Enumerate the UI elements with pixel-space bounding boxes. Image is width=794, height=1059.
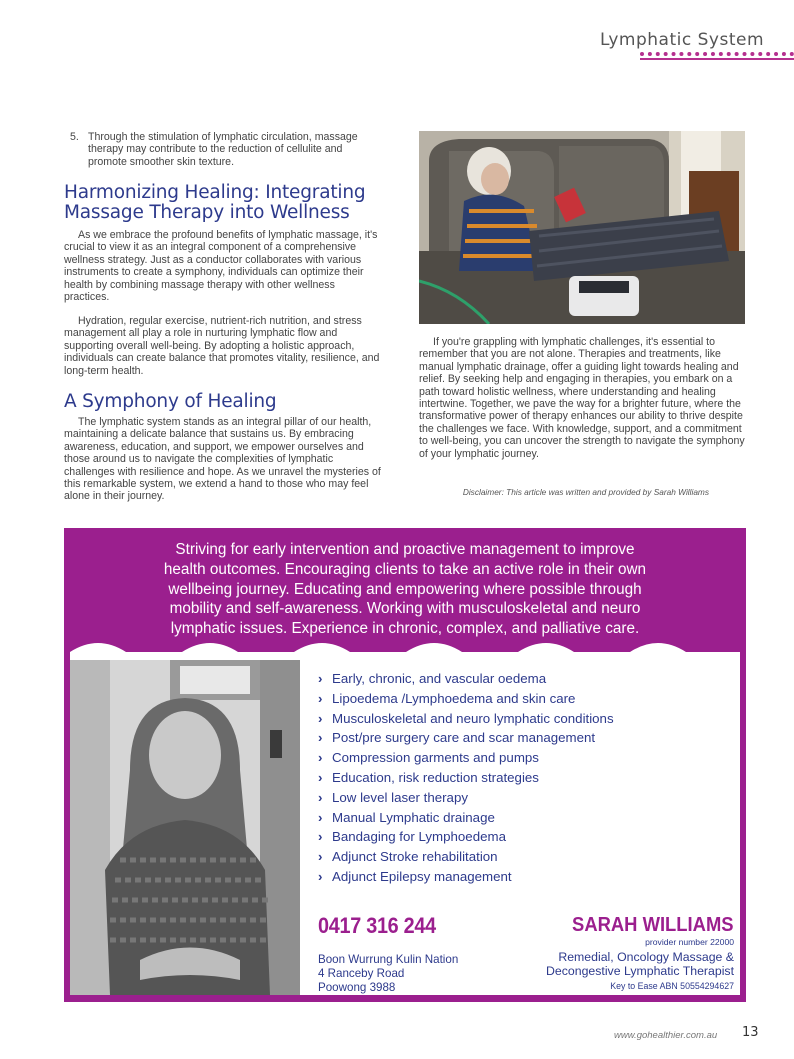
service-label: Low level laser therapy	[332, 789, 468, 805]
ad-blurb-line: mobility and self-awareness. Working with musculoskeletal and neuro	[169, 600, 641, 618]
chevron-right-icon: ›	[318, 849, 323, 865]
heading-symphony-of-healing: A Symphony of Healing	[64, 391, 277, 412]
service-label: Lipoedema /Lymphoedema and skin care	[332, 690, 576, 706]
page-number: 13	[742, 1025, 759, 1040]
address	[318, 953, 458, 994]
service-label: Post/pre surgery care and scar management	[332, 730, 596, 746]
service-label: Bandaging for Lymphoedema	[332, 829, 506, 845]
chevron-right-icon: ›	[318, 868, 323, 884]
paragraph: If you're grappling with lymphatic challenges, it's essential to remember that you are not alone. Therapies and treatments, like manual lymphatic drainage, offer a guiding light towards healing and relief. By seeking help and engaging in therapies, you embark on a path toward holistic wellness, where understanding and healing intertwine. Together, we pave the way for a brighter future, where the transformative power of therapy enhances our ability to thrive despite the challenges we face. With knowledge, support, and a commitment to well-being, you can uncover the strength to navigate the symphony of your lymphatic journey.	[419, 336, 745, 460]
address-line: Poowong 3988	[318, 980, 396, 994]
section-rule	[640, 58, 794, 60]
chevron-right-icon: ›	[318, 710, 323, 726]
ad-blurb-line: Striving for early intervention and proactive management to improve	[175, 541, 635, 558]
chevron-right-icon: ›	[318, 829, 323, 845]
service-item	[318, 768, 614, 788]
phone-number[interactable]: 0417 316 244	[318, 913, 436, 938]
paragraph: The lymphatic system stands as an integral pillar of our health, maintaining a delicate balance that sustains us. By embracing awareness, education, and support, we empower ourselves and those around us to navigate the complexities of lymphatic challenges with resilience and hope. As we unravel the mysteries of this remarkable system, we extend a hand to those who may feel alone in their journey.	[64, 416, 381, 503]
service-label: Education, risk reduction strategies	[332, 769, 539, 785]
service-label: Manual Lymphatic drainage	[332, 809, 495, 825]
service-item	[318, 709, 614, 729]
ad-blurb-line: lymphatic issues. Experience in chronic, complex, and palliative care.	[170, 620, 640, 638]
service-item	[318, 847, 614, 867]
chevron-right-icon: ›	[318, 769, 323, 785]
heading-line: Harmonizing Healing: Integrating	[64, 182, 366, 203]
practitioner-name: SARAH WILLIAMS	[572, 914, 734, 936]
list-item-text: Through the stimulation of lymphatic circulation, massage therapy may contribute to the reduction of cellulite and promote smoother skin texture.	[88, 131, 358, 168]
abn: Key to Ease ABN 50554294627	[610, 981, 734, 991]
footer-url[interactable]: www.gohealthier.com.au	[614, 1030, 718, 1041]
service-item	[318, 689, 614, 709]
provider-number: provider number 22000	[645, 937, 734, 947]
heading-harmonizing-healing	[64, 183, 384, 223]
chevron-right-icon: ›	[318, 750, 323, 766]
photo-woman-compression-pump	[419, 131, 745, 324]
service-item	[318, 728, 614, 748]
disclaimer: Disclaimer: This article was written and provided by Sarah Williams	[462, 487, 709, 497]
service-item	[318, 827, 614, 847]
address-line: Boon Wurrung Kulin Nation	[318, 953, 459, 966]
service-item	[318, 867, 614, 887]
service-label: Early, chronic, and vascular oedema	[332, 671, 547, 686]
chevron-right-icon: ›	[318, 789, 323, 805]
ad-blurb-line: health outcomes. Encouraging clients to take an active role in their own	[163, 560, 647, 578]
section-title: Lymphatic System	[599, 30, 764, 50]
role-line: Decongestive Lymphatic Therapist	[546, 964, 734, 978]
paragraph: Hydration, regular exercise, nutrient-rich nutrition, and stress management all play a role in nurturing lymphatic flow and supporting overall well-being. By adopting a holistic approach, individuals can create balance that promotes vitality, resilience, and long-term health.	[64, 315, 380, 377]
ad-blurb-line: wellbeing journey. Educating and empowering where possible through	[168, 580, 642, 598]
role-line: Remedial, Oncology Massage &	[558, 950, 734, 964]
list-item-number: 5.	[70, 131, 79, 143]
chevron-right-icon: ›	[318, 671, 323, 686]
service-item	[318, 788, 614, 808]
chevron-right-icon: ›	[318, 809, 323, 825]
address-line: 4 Ranceby Road	[318, 966, 405, 980]
chevron-right-icon: ›	[318, 690, 323, 706]
services-list	[318, 669, 614, 887]
paragraph: As we embrace the profound benefits of lymphatic massage, it's crucial to view it as an integral component of a comprehensive wellness strategy. Just as a conductor collaborates with various instruments to create a symphony, individuals can optimize their health by combining massage therapy with other wellness practices.	[64, 229, 378, 304]
service-item	[318, 748, 614, 768]
section-dotted-rule	[640, 52, 794, 56]
chevron-right-icon: ›	[318, 730, 323, 746]
service-item	[318, 808, 614, 828]
service-label: Adjunct Epilepsy management	[332, 868, 512, 884]
service-item	[318, 669, 614, 689]
service-label: Musculoskeletal and neuro lymphatic conditions	[332, 710, 614, 726]
service-label: Compression garments and pumps	[332, 750, 539, 766]
ad-blurb	[100, 540, 710, 639]
photo-sarah-williams	[70, 660, 300, 995]
service-label: Adjunct Stroke rehabilitation	[332, 849, 498, 865]
heading-line: Massage Therapy into Wellness	[64, 202, 350, 223]
